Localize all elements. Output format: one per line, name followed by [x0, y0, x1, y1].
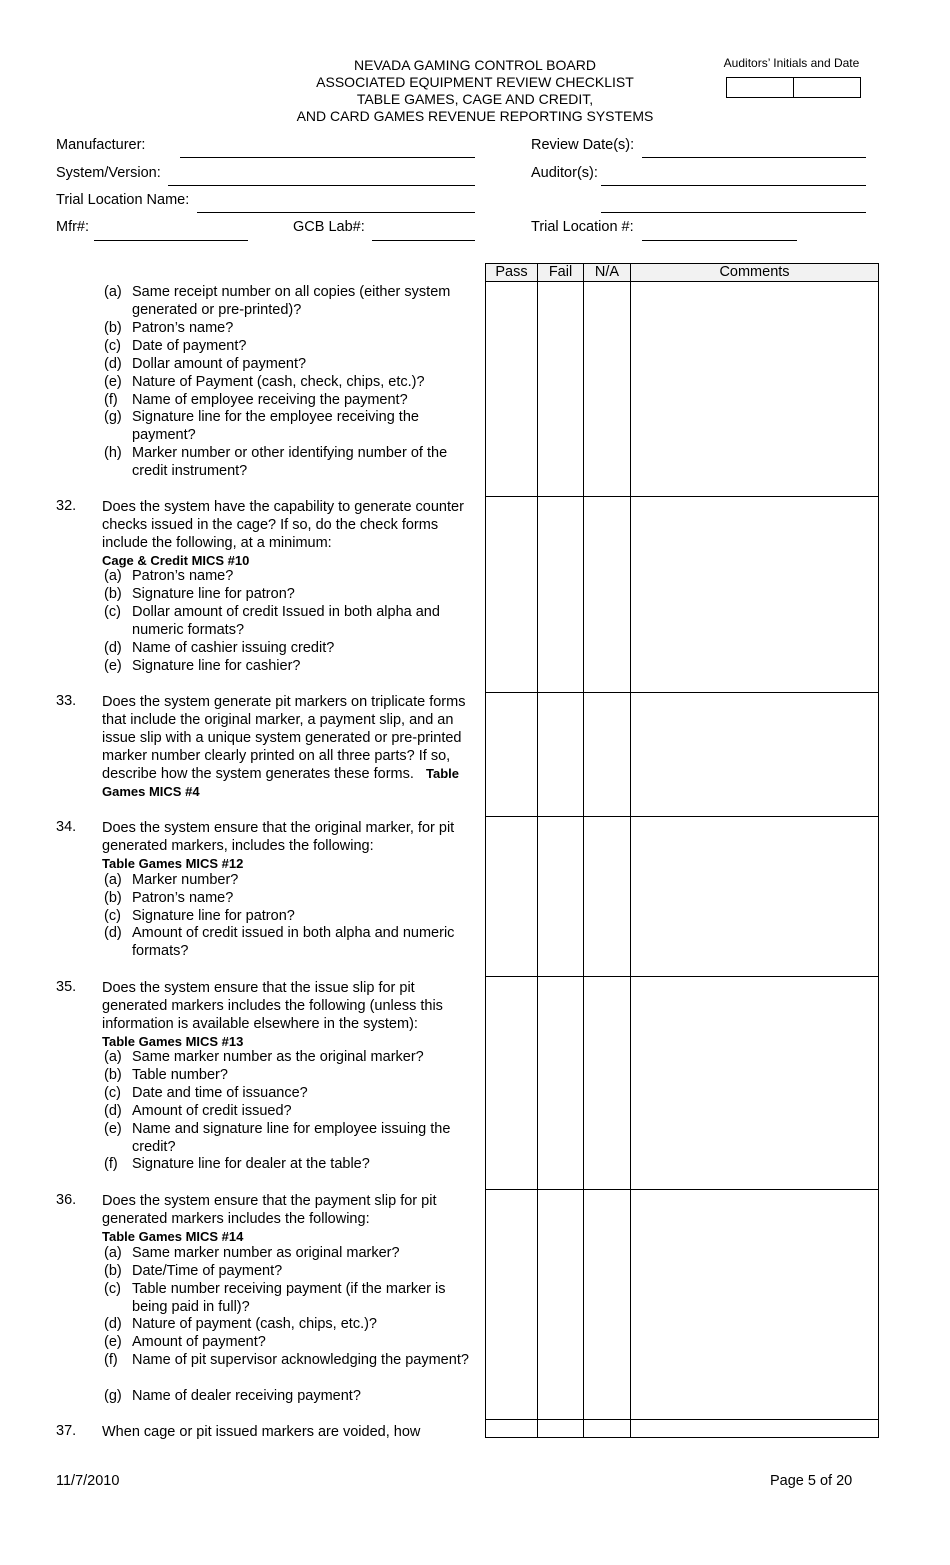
- question-text: [102, 1192, 470, 1246]
- item-letter: (g): [104, 1388, 122, 1404]
- review-dates-label: Review Date(s):: [531, 137, 635, 153]
- item-text: Date/Time of payment?: [132, 1263, 283, 1279]
- item-text: Date and time of issuance?: [132, 1085, 308, 1101]
- fail-cell[interactable]: [538, 282, 584, 497]
- gcb-lab-label: GCB Lab#:: [293, 219, 365, 235]
- item-letter: (f): [104, 1156, 118, 1172]
- item-letter: (a): [104, 1245, 122, 1261]
- item-letter: (c): [104, 604, 121, 620]
- item-letter: (d): [104, 356, 122, 372]
- item-text: Marker number?: [132, 872, 239, 888]
- comments-cell[interactable]: [631, 817, 879, 977]
- pass-cell[interactable]: [486, 282, 538, 497]
- item-text: Name and signature line for employee issuing the credit?: [132, 1121, 451, 1155]
- item-letter: (c): [104, 1281, 121, 1297]
- trial-location-number-label: Trial Location #:: [531, 219, 634, 235]
- na-cell[interactable]: [584, 282, 631, 497]
- question-body: Does the system ensure that the original marker, for pit generated markers, includes the following:: [102, 820, 455, 854]
- question-text: [102, 819, 470, 873]
- item-text: Name of employee receiving the payment?: [132, 392, 408, 408]
- item-text: Amount of payment?: [132, 1334, 266, 1350]
- table-row-cont: [486, 282, 879, 497]
- item-text: Date of payment?: [132, 338, 247, 354]
- item-letter: (b): [104, 320, 122, 336]
- item-letter: (a): [104, 568, 122, 584]
- manufacturer-field[interactable]: [180, 157, 475, 158]
- document-header: [250, 57, 700, 125]
- item-text: Patron’s name?: [132, 890, 234, 906]
- item-text: Signature line for the employee receiving the payment?: [132, 409, 419, 443]
- item-text: Dollar amount of credit Issued in both alpha and numeric formats?: [132, 604, 440, 638]
- table-row-36: [486, 1190, 879, 1420]
- mics-reference: Cage & Credit MICS #10: [102, 553, 250, 568]
- item-text: Patron’s name?: [132, 568, 234, 584]
- auditor-initials-box[interactable]: [726, 77, 794, 98]
- comments-cell[interactable]: [631, 282, 879, 497]
- table-row-34: [486, 817, 879, 977]
- comments-cell[interactable]: [631, 1190, 879, 1420]
- item-letter: (e): [104, 1121, 122, 1137]
- trial-location-name-field[interactable]: [197, 212, 475, 213]
- question-number: 36.: [56, 1192, 77, 1208]
- header-line-3: TABLE GAMES, CAGE AND CREDIT,: [356, 91, 594, 107]
- gcb-lab-field[interactable]: [372, 240, 475, 241]
- question-number: 37.: [56, 1423, 77, 1439]
- comments-cell[interactable]: [631, 693, 879, 817]
- item-letter: (g): [104, 409, 122, 425]
- pass-cell[interactable]: [486, 1190, 538, 1420]
- na-cell[interactable]: [584, 1190, 631, 1420]
- item-text: Name of dealer receiving payment?: [132, 1388, 361, 1404]
- item-letter: (c): [104, 908, 121, 924]
- item-letter: (c): [104, 1085, 121, 1101]
- mfr-number-label: Mfr#:: [56, 219, 90, 235]
- item-text: Name of pit supervisor acknowledging the payment?: [132, 1352, 469, 1368]
- mfr-number-field[interactable]: [94, 240, 248, 241]
- na-cell[interactable]: [584, 1420, 631, 1438]
- review-dates-field[interactable]: [642, 157, 866, 158]
- item-letter: (c): [104, 338, 121, 354]
- question-text: When cage or pit issued markers are voided, how: [102, 1424, 421, 1440]
- item-text: Name of cashier issuing credit?: [132, 640, 335, 656]
- auditor-date-box[interactable]: [793, 77, 861, 98]
- mics-reference: Table Games MICS #4: [102, 766, 459, 799]
- item-letter: (b): [104, 586, 122, 602]
- item-text: Signature line for dealer at the table?: [132, 1156, 370, 1172]
- question-text: [102, 979, 482, 1051]
- question-body: Does the system generate pit markers on triplicate forms that include the original marker, a payment slip, and an issue slip with a unique system generated or pre-printed marker number clearly printed on all three parts? If so, describe how the system generates these forms.: [102, 694, 466, 782]
- footer-date: 11/7/2010: [56, 1473, 120, 1489]
- table-row-35: [486, 977, 879, 1190]
- item-text: Same marker number as the original marker?: [132, 1049, 424, 1065]
- fail-cell[interactable]: [538, 497, 584, 693]
- auditors-initials-label: Auditors’ Initials and Date: [723, 56, 860, 70]
- item-text: Nature of payment (cash, chips, etc.)?: [132, 1316, 377, 1332]
- item-text: Signature line for patron?: [132, 586, 295, 602]
- question-text: [102, 693, 478, 801]
- na-cell[interactable]: [584, 497, 631, 693]
- item-text: Marker number or other identifying number of the credit instrument?: [132, 445, 448, 479]
- item-letter: (b): [104, 1067, 122, 1083]
- item-text: Signature line for cashier?: [132, 658, 301, 674]
- fail-cell[interactable]: [538, 693, 584, 817]
- manufacturer-label: Manufacturer:: [56, 137, 146, 153]
- comments-column-header: Comments: [631, 264, 879, 282]
- item-letter: (e): [104, 658, 122, 674]
- header-line-1: NEVADA GAMING CONTROL BOARD: [354, 57, 596, 73]
- question-body: Does the system ensure that the payment slip for pit generated markers includes the following:: [102, 1193, 437, 1227]
- question-number: 34.: [56, 819, 77, 835]
- pass-cell[interactable]: [486, 1420, 538, 1438]
- item-letter: (a): [104, 284, 122, 300]
- comments-cell[interactable]: [631, 1420, 879, 1438]
- pass-cell[interactable]: [486, 817, 538, 977]
- comments-cell[interactable]: [631, 977, 879, 1190]
- item-letter: (d): [104, 640, 122, 656]
- fail-cell[interactable]: [538, 817, 584, 977]
- header-line-4: AND CARD GAMES REVENUE REPORTING SYSTEMS: [296, 108, 654, 124]
- auditors-label: Auditor(s):: [531, 165, 598, 181]
- mics-reference: Table Games MICS #12: [102, 856, 244, 871]
- item-text: Table number receiving payment (if the marker is being paid in full)?: [132, 1281, 446, 1315]
- na-cell[interactable]: [584, 817, 631, 977]
- footer-page-number: Page 5 of 20: [770, 1473, 853, 1489]
- system-version-label: System/Version:: [56, 165, 161, 181]
- fail-column-header: Fail: [538, 264, 584, 282]
- item-letter: (f): [104, 1352, 118, 1368]
- na-column-header: N/A: [584, 264, 631, 282]
- item-letter: (h): [104, 445, 122, 461]
- fail-cell[interactable]: [538, 1190, 584, 1420]
- item-text: Amount of credit issued in both alpha and numeric formats?: [132, 925, 455, 959]
- mics-reference: Table Games MICS #13: [102, 1034, 244, 1049]
- trial-location-name-label: Trial Location Name:: [56, 192, 190, 208]
- item-letter: (d): [104, 1316, 122, 1332]
- system-version-field[interactable]: [168, 185, 475, 186]
- auditors-field-line-2[interactable]: [601, 212, 866, 213]
- question-number: 35.: [56, 979, 77, 995]
- item-letter: (a): [104, 872, 122, 888]
- fail-cell[interactable]: [538, 1420, 584, 1438]
- item-letter: (a): [104, 1049, 122, 1065]
- item-letter: (d): [104, 925, 122, 941]
- pass-column-header: Pass: [486, 264, 538, 282]
- fail-cell[interactable]: [538, 977, 584, 1190]
- question-text: [102, 498, 482, 570]
- item-text: Amount of credit issued?: [132, 1103, 292, 1119]
- table-row-37: [486, 1420, 879, 1438]
- checklist-table: [485, 263, 879, 1438]
- trial-location-number-field[interactable]: [642, 240, 797, 241]
- item-text: Signature line for patron?: [132, 908, 295, 924]
- question-number: 32.: [56, 498, 77, 514]
- question-number: 33.: [56, 693, 77, 709]
- na-cell[interactable]: [584, 977, 631, 1190]
- item-letter: (b): [104, 890, 122, 906]
- pass-cell[interactable]: [486, 693, 538, 817]
- table-row-33: [486, 693, 879, 817]
- item-letter: (f): [104, 392, 118, 408]
- auditors-field[interactable]: [601, 185, 866, 186]
- item-letter: (e): [104, 1334, 122, 1350]
- question-body: Does the system have the capability to generate counter checks issued in the cage? If so, do the check forms include the following, at a minimum:: [102, 499, 464, 551]
- comments-cell[interactable]: [631, 497, 879, 693]
- item-letter: (b): [104, 1263, 122, 1279]
- item-text: Same receipt number on all copies (either system generated or pre-printed)?: [132, 284, 451, 318]
- pass-cell[interactable]: [486, 497, 538, 693]
- na-cell[interactable]: [584, 693, 631, 817]
- list-item: [104, 283, 484, 319]
- item-text: Same marker number as original marker?: [132, 1245, 400, 1261]
- item-text: Nature of Payment (cash, check, chips, etc.)?: [132, 374, 425, 390]
- item-letter: (d): [104, 1103, 122, 1119]
- item-text: Dollar amount of payment?: [132, 356, 307, 372]
- item-text: Patron’s name?: [132, 320, 234, 336]
- item-letter: (e): [104, 374, 122, 390]
- pass-cell[interactable]: [486, 977, 538, 1190]
- item-text: Table number?: [132, 1067, 228, 1083]
- header-line-2: ASSOCIATED EQUIPMENT REVIEW CHECKLIST: [316, 74, 634, 90]
- table-row-32: [486, 497, 879, 693]
- table-header-row: [486, 264, 879, 282]
- question-body: Does the system ensure that the issue slip for pit generated markers includes the following (unless this information is available elsewhere in the system):: [102, 980, 443, 1032]
- mics-reference: Table Games MICS #14: [102, 1229, 244, 1244]
